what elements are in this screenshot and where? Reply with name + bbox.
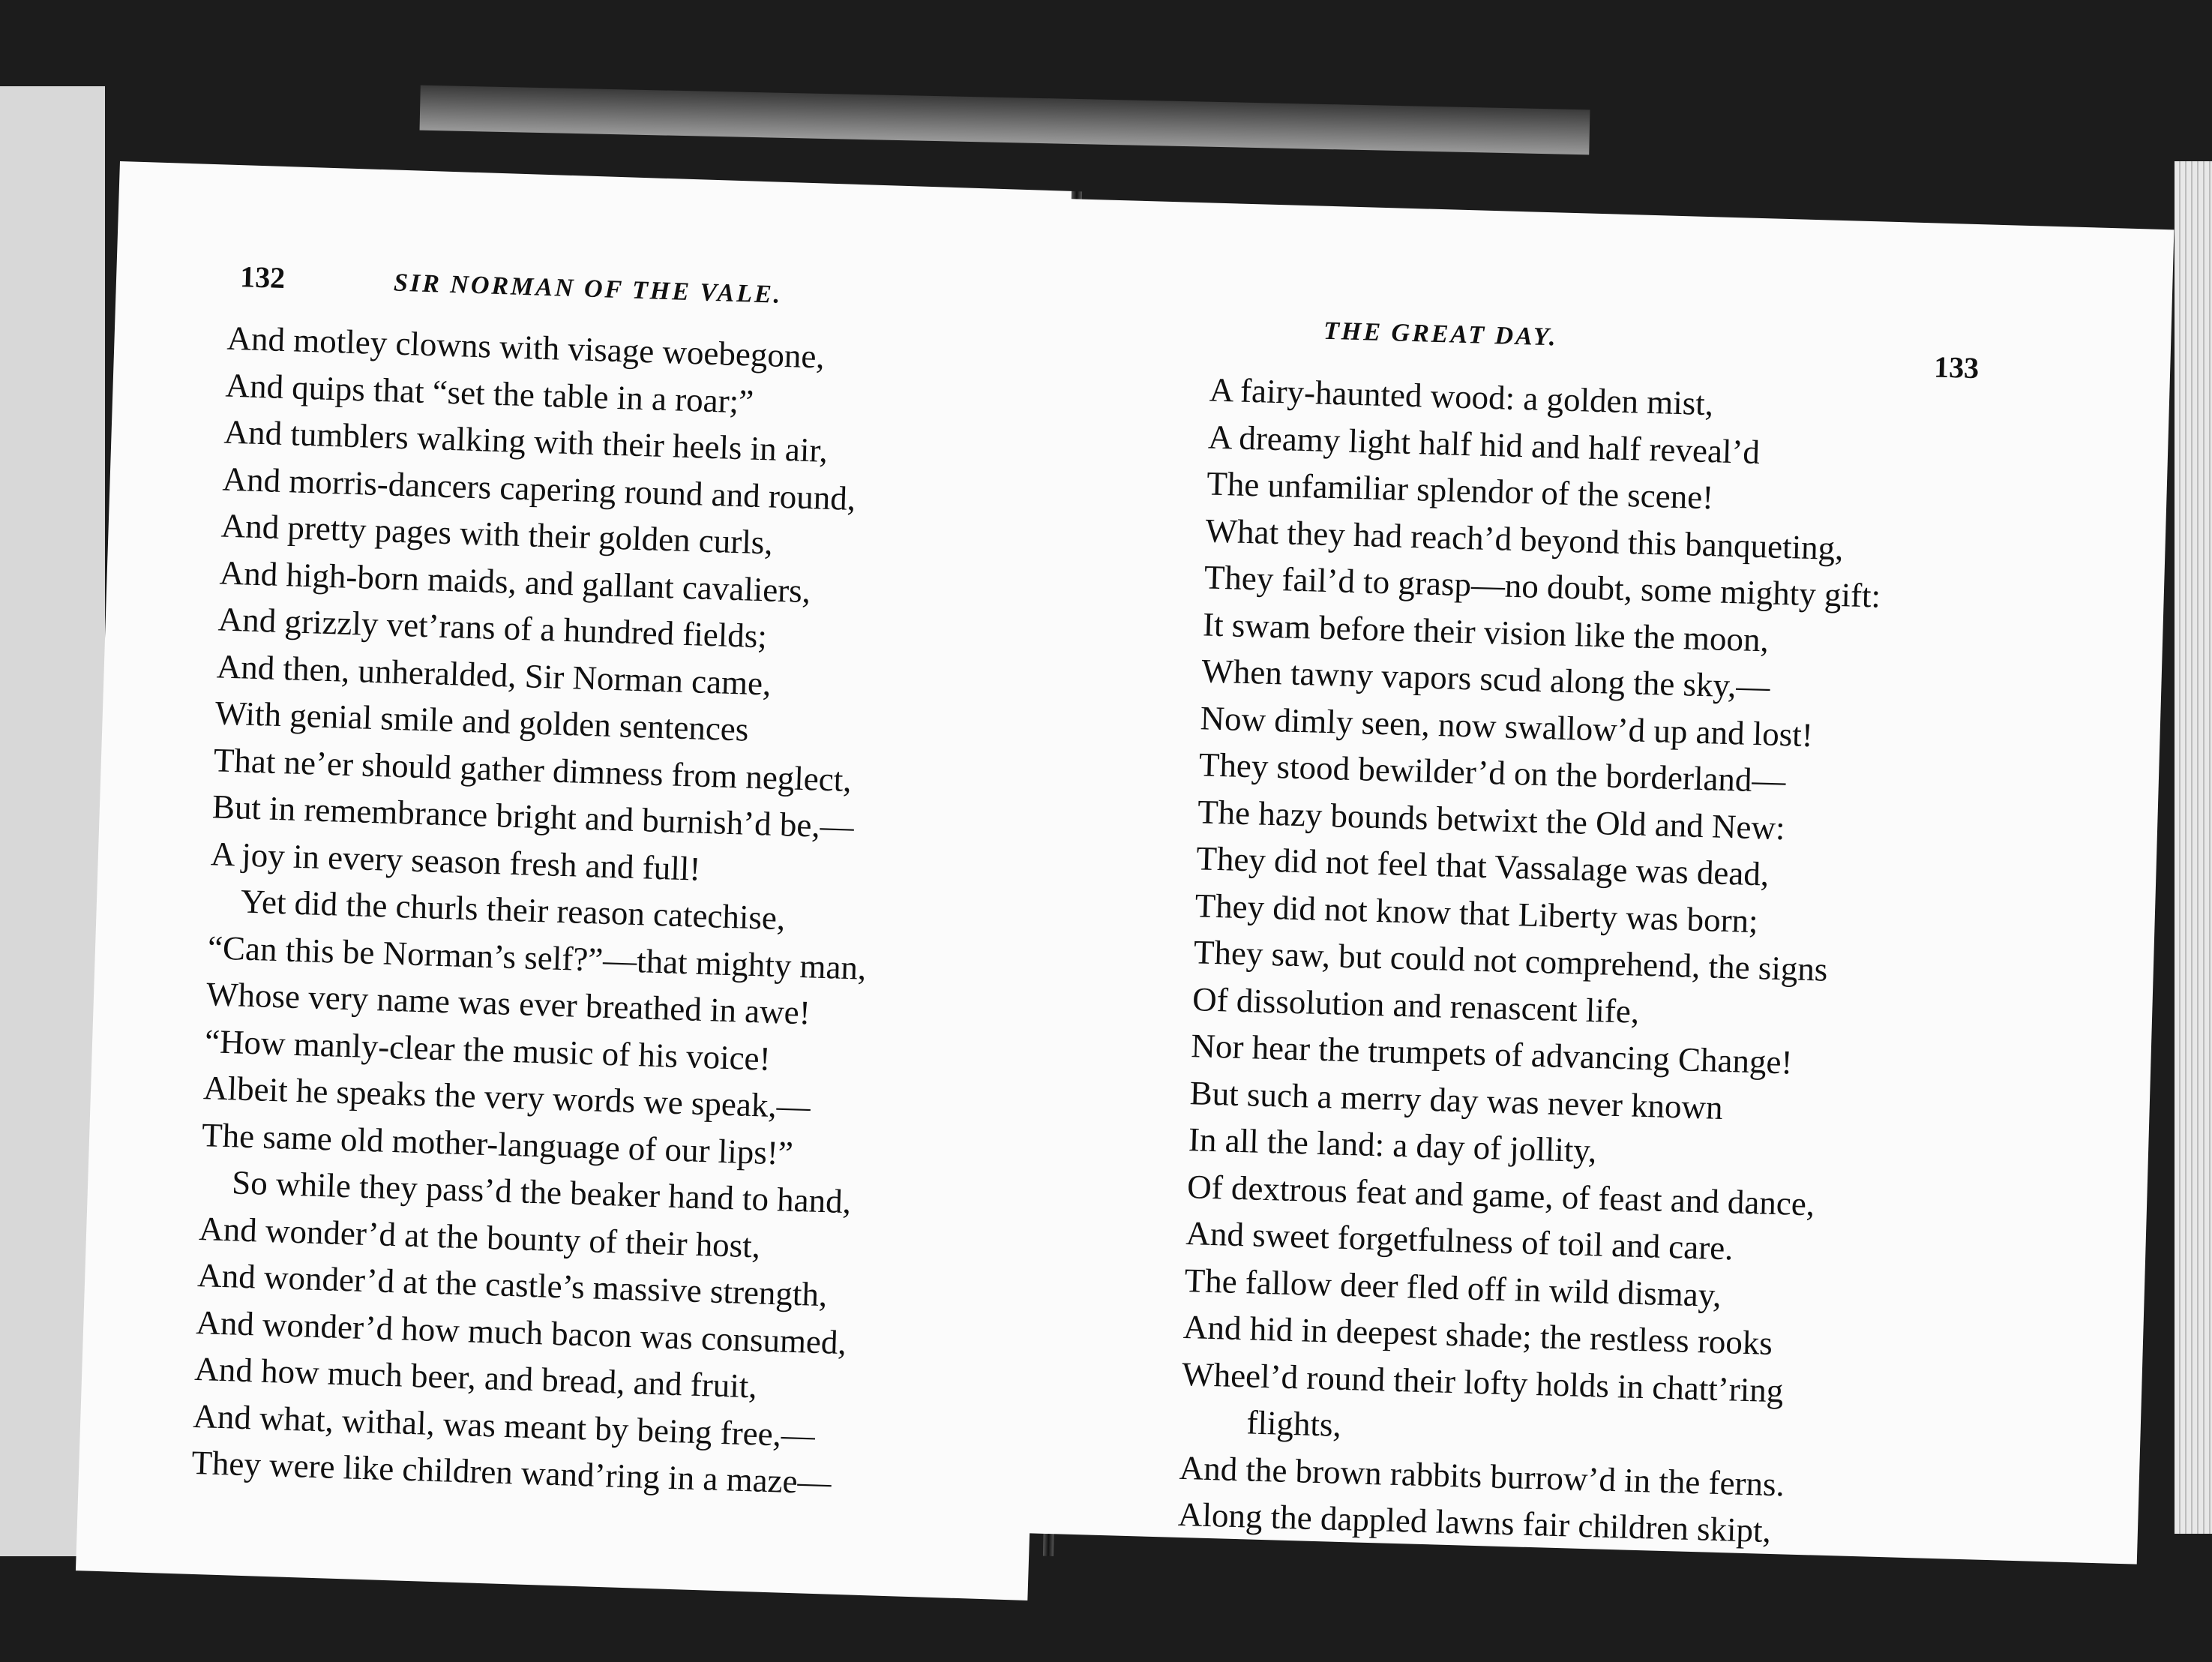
poem-line: But in remembrance bright and burnish’d be,— — [211, 788, 855, 846]
poem-line: A fairy-haunted wood: a golden mist, — [1209, 370, 1714, 423]
poem-line: They stood bewilder’d on the borderland— — [1198, 746, 1787, 800]
poem-line: And motley clowns with visage woebegone, — [226, 319, 826, 376]
poem-line: It swam before their vision like the moon, — [1202, 604, 1770, 658]
poem-line: And tumblers walking with their heels in air, — [223, 412, 829, 470]
poem-line: They saw, but could not comprehend, the signs — [1193, 933, 1829, 988]
poem-line: And how much beer, and bread, and fruit, — [193, 1349, 758, 1406]
poem-line: “Can this be Norman’s self?”—that mighty man, — [207, 928, 868, 987]
poem-line: The unfamiliar splendor of the scene! — [1206, 464, 1714, 517]
poem-line: A joy in every season fresh and full! — [210, 834, 702, 888]
right-poem-lines — [1177, 366, 1887, 1556]
page-shadow-band — [420, 86, 1590, 155]
poem-line: And the brown rabbits burrow’d in the ferns. — [1179, 1448, 1785, 1503]
poem-line: And quips that “set the table in a roar;” — [224, 366, 754, 421]
poem-line: And hid in deepest shade; the restless rooks — [1182, 1308, 1773, 1362]
poem-line: And wonder’d at the bounty of their host, — [198, 1209, 761, 1265]
poem-line: The fallow deer fled off in wild dismay, — [1184, 1261, 1722, 1314]
poem-line: The same old mother-language of our lips!” — [201, 1115, 794, 1172]
poem-line: Yet did the churls their reason catechise, — [240, 882, 786, 938]
poem-line: And morris-dancers capering round and round, — [221, 460, 856, 518]
right-page — [1027, 199, 2174, 1564]
poem-line: flights, — [1245, 1403, 1342, 1444]
poem-line: Of dissolution and renascent life, — [1191, 980, 1640, 1030]
right-page-number: 133 — [1933, 350, 1980, 386]
poem-line: Of dextrous feat and game, of feast and dance, — [1186, 1167, 1815, 1222]
poem-line: And high-born maids, and gallant cavaliers, — [219, 553, 811, 610]
poem-line: “How manly-clear the music of his voice! — [204, 1022, 772, 1078]
poem-line: They did not know that Liberty was born; — [1194, 886, 1759, 940]
poem-line: And wonder’d how much bacon was consumed, — [195, 1303, 847, 1361]
poem-line: What they had reach’d beyond this banqueting, — [1205, 511, 1845, 567]
right-running-head: THE GREAT DAY. — [1323, 316, 1559, 352]
poem-line: Whose very name was ever breathed in awe! — [205, 975, 811, 1032]
poem-line: In all the land: a day of jollity, — [1188, 1120, 1597, 1170]
poem-line: Nor hear the trumpets of advancing Change! — [1190, 1027, 1794, 1082]
poem-line: And wonder’d at the castle’s massive strength, — [196, 1256, 828, 1314]
poem-line: But such a merry day was never known — [1189, 1073, 1724, 1126]
poem-line: When tawny vapors scud along the sky,— — [1200, 652, 1771, 706]
poem-line: Now dimly seen, now swallow’d up and lost! — [1200, 698, 1814, 754]
poem-line: Along the dappled lawns fair children skipt, — [1177, 1495, 1772, 1550]
poem-line: The hazy bounds betwixt the Old and New: — [1197, 792, 1786, 847]
poem-line: And grizzly vet’rans of a hundred fields; — [217, 600, 768, 656]
poem-line: And sweet forgetfulness of toil and care. — [1185, 1214, 1734, 1268]
poem-line: And pretty pages with their golden curls, — [220, 506, 774, 562]
poem-line: They fail’d to grasp—no doubt, some mighty gift: — [1203, 558, 1881, 615]
poem-line: A dreamy light half hid and half reveal’d — [1207, 417, 1761, 471]
open-book — [120, 161, 2175, 1571]
left-page — [76, 161, 1072, 1600]
poem-line: Albeit he speaks the very words we speak,— — [202, 1069, 811, 1126]
poem-line: They were like children wand’ring in a maze— — [190, 1443, 832, 1502]
poem-line: And what, withal, was meant by being free,— — [192, 1396, 816, 1454]
page-edges — [2175, 161, 2212, 1534]
poem-line: They did not feel that Vassalage was dead, — [1195, 839, 1770, 893]
left-page-number: 132 — [239, 260, 286, 295]
poem-line: And then, unheralded, Sir Norman came, — [216, 646, 772, 703]
poem-line: With genial smile and golden sentences — [214, 694, 750, 748]
poem-line: Wheel’d round their lofty holds in chatt’ring — [1181, 1354, 1785, 1409]
left-running-head: SIR NORMAN OF THE VALE. — [393, 268, 783, 309]
poem-line: So while they pass’d the beaker hand to hand, — [231, 1163, 852, 1221]
left-poem-lines — [191, 315, 886, 1507]
poem-line: That ne’er should gather dimness from neglect, — [213, 740, 853, 799]
